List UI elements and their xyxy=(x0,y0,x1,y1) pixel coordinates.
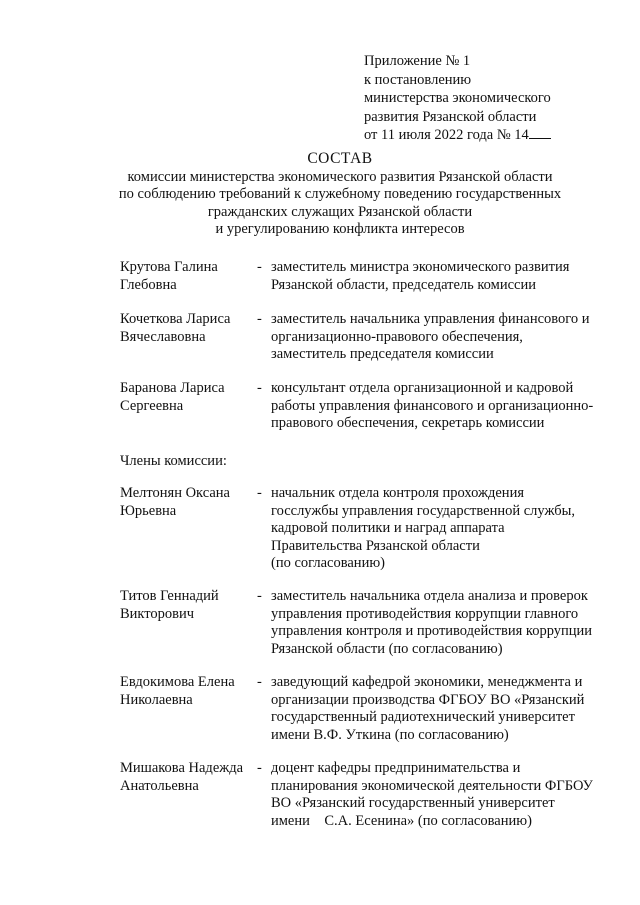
role-line: Правительства Рязанской области xyxy=(271,537,480,554)
role-line: консультант отдела организационной и кадровой xyxy=(271,380,574,396)
person-name xyxy=(120,380,250,415)
role-line: организации производства ФГБОУ ВО «Рязанский xyxy=(271,691,585,708)
title-block xyxy=(80,150,600,239)
person-role xyxy=(271,674,601,744)
role-line: заместитель председателя комиссии xyxy=(271,346,494,362)
appendix-date-text: от 11 июля 2022 года № 14 xyxy=(364,127,529,143)
role-line: Рязанской области, председатель комиссии xyxy=(271,276,536,293)
document-title: СОСТАВ xyxy=(307,150,373,167)
appendix-line: Приложение № 1 xyxy=(364,53,471,69)
role-line: заместитель министра экономического развития xyxy=(271,259,570,275)
name-line: Анатольевна xyxy=(120,777,199,794)
title-subtitle-line: и урегулированию конфликта интересов xyxy=(215,221,465,237)
role-line: госслужбы управления государственной службы, xyxy=(271,502,576,519)
person-name xyxy=(120,760,250,795)
person-role xyxy=(271,259,601,294)
dash-separator: - xyxy=(257,485,262,501)
person-name xyxy=(120,588,250,623)
person-name xyxy=(120,311,250,346)
role-line: ВО «Рязанский государственный университет xyxy=(271,795,555,811)
dash-separator: - xyxy=(257,259,262,275)
dash-separator: - xyxy=(257,674,262,690)
dash-separator: - xyxy=(257,588,262,604)
role-line: организационно-правового обеспечения, xyxy=(271,328,523,345)
title-subtitle-line: гражданских служащих Рязанской области xyxy=(207,203,473,220)
role-line: начальник отдела контроля прохождения xyxy=(271,485,524,501)
name-line: Викторович xyxy=(120,605,195,622)
title-subtitle-line: комиссии министерства экономического развития Рязанской области xyxy=(127,168,553,185)
role-line: доцент кафедры предпринимательства и xyxy=(271,760,521,776)
name-line: Николаевна xyxy=(120,691,193,708)
role-line: (по согласованию) xyxy=(271,555,385,571)
role-line: работы управления финансового и организационно- xyxy=(271,397,594,414)
name-line: Баранова Лариса xyxy=(120,380,225,396)
person-role xyxy=(271,311,601,364)
dash-separator: - xyxy=(257,380,262,396)
dash-separator: - xyxy=(257,311,262,327)
person-name xyxy=(120,674,250,709)
role-line: кадровой политики и наград аппарата xyxy=(271,520,505,536)
person-role xyxy=(271,588,601,658)
appendix-line: развития Рязанской области xyxy=(364,108,537,125)
name-line: Крутова Галина xyxy=(120,259,218,275)
role-line: управления противодействия коррупции главного xyxy=(271,605,579,622)
name-line: Титов Геннадий xyxy=(120,588,219,604)
appendix-line: к постановлению xyxy=(364,71,472,88)
person-role xyxy=(271,760,601,830)
name-line: Мелтонян Оксана xyxy=(120,485,230,501)
name-line: Кочеткова Лариса xyxy=(120,311,231,327)
name-line: Мишакова Надежда xyxy=(120,760,244,776)
role-line: имени С.А. Есенина» (по согласованию) xyxy=(271,812,532,829)
role-line: планирования экономической деятельности ФГБОУ xyxy=(271,777,593,794)
dash-separator: - xyxy=(257,760,262,776)
name-line: Вячеславовна xyxy=(120,328,206,345)
role-line: правового обеспечения, секретарь комиссии xyxy=(271,415,545,431)
name-line: Юрьевна xyxy=(120,502,177,519)
role-line: имени В.Ф. Уткина (по согласованию) xyxy=(271,726,509,743)
role-line: заместитель начальника управления финансового и xyxy=(271,311,590,327)
role-line: государственный радиотехнический университет xyxy=(271,709,575,725)
role-line: заместитель начальника отдела анализа и проверок xyxy=(271,588,588,604)
person-name xyxy=(120,485,250,520)
person-role xyxy=(271,485,601,573)
appendix-line: министерства экономического xyxy=(364,90,551,106)
members-header: Члены комиссии: xyxy=(120,453,227,469)
blank-underline xyxy=(529,126,551,139)
title-subtitle-line: по соблюдению требований к служебному поведению государственных xyxy=(118,186,562,202)
name-line: Сергеевна xyxy=(120,397,184,414)
role-line: управления контроля и противодействия коррупции xyxy=(271,623,593,639)
person-role xyxy=(271,380,601,433)
person-name xyxy=(120,259,250,294)
name-line: Глебовна xyxy=(120,276,177,293)
appendix-header xyxy=(364,52,551,145)
name-line: Евдокимова Елена xyxy=(120,674,235,690)
appendix-date-line xyxy=(364,126,551,145)
role-line: Рязанской области (по согласованию) xyxy=(271,640,503,657)
role-line: заведующий кафедрой экономики, менеджмента и xyxy=(271,674,583,690)
